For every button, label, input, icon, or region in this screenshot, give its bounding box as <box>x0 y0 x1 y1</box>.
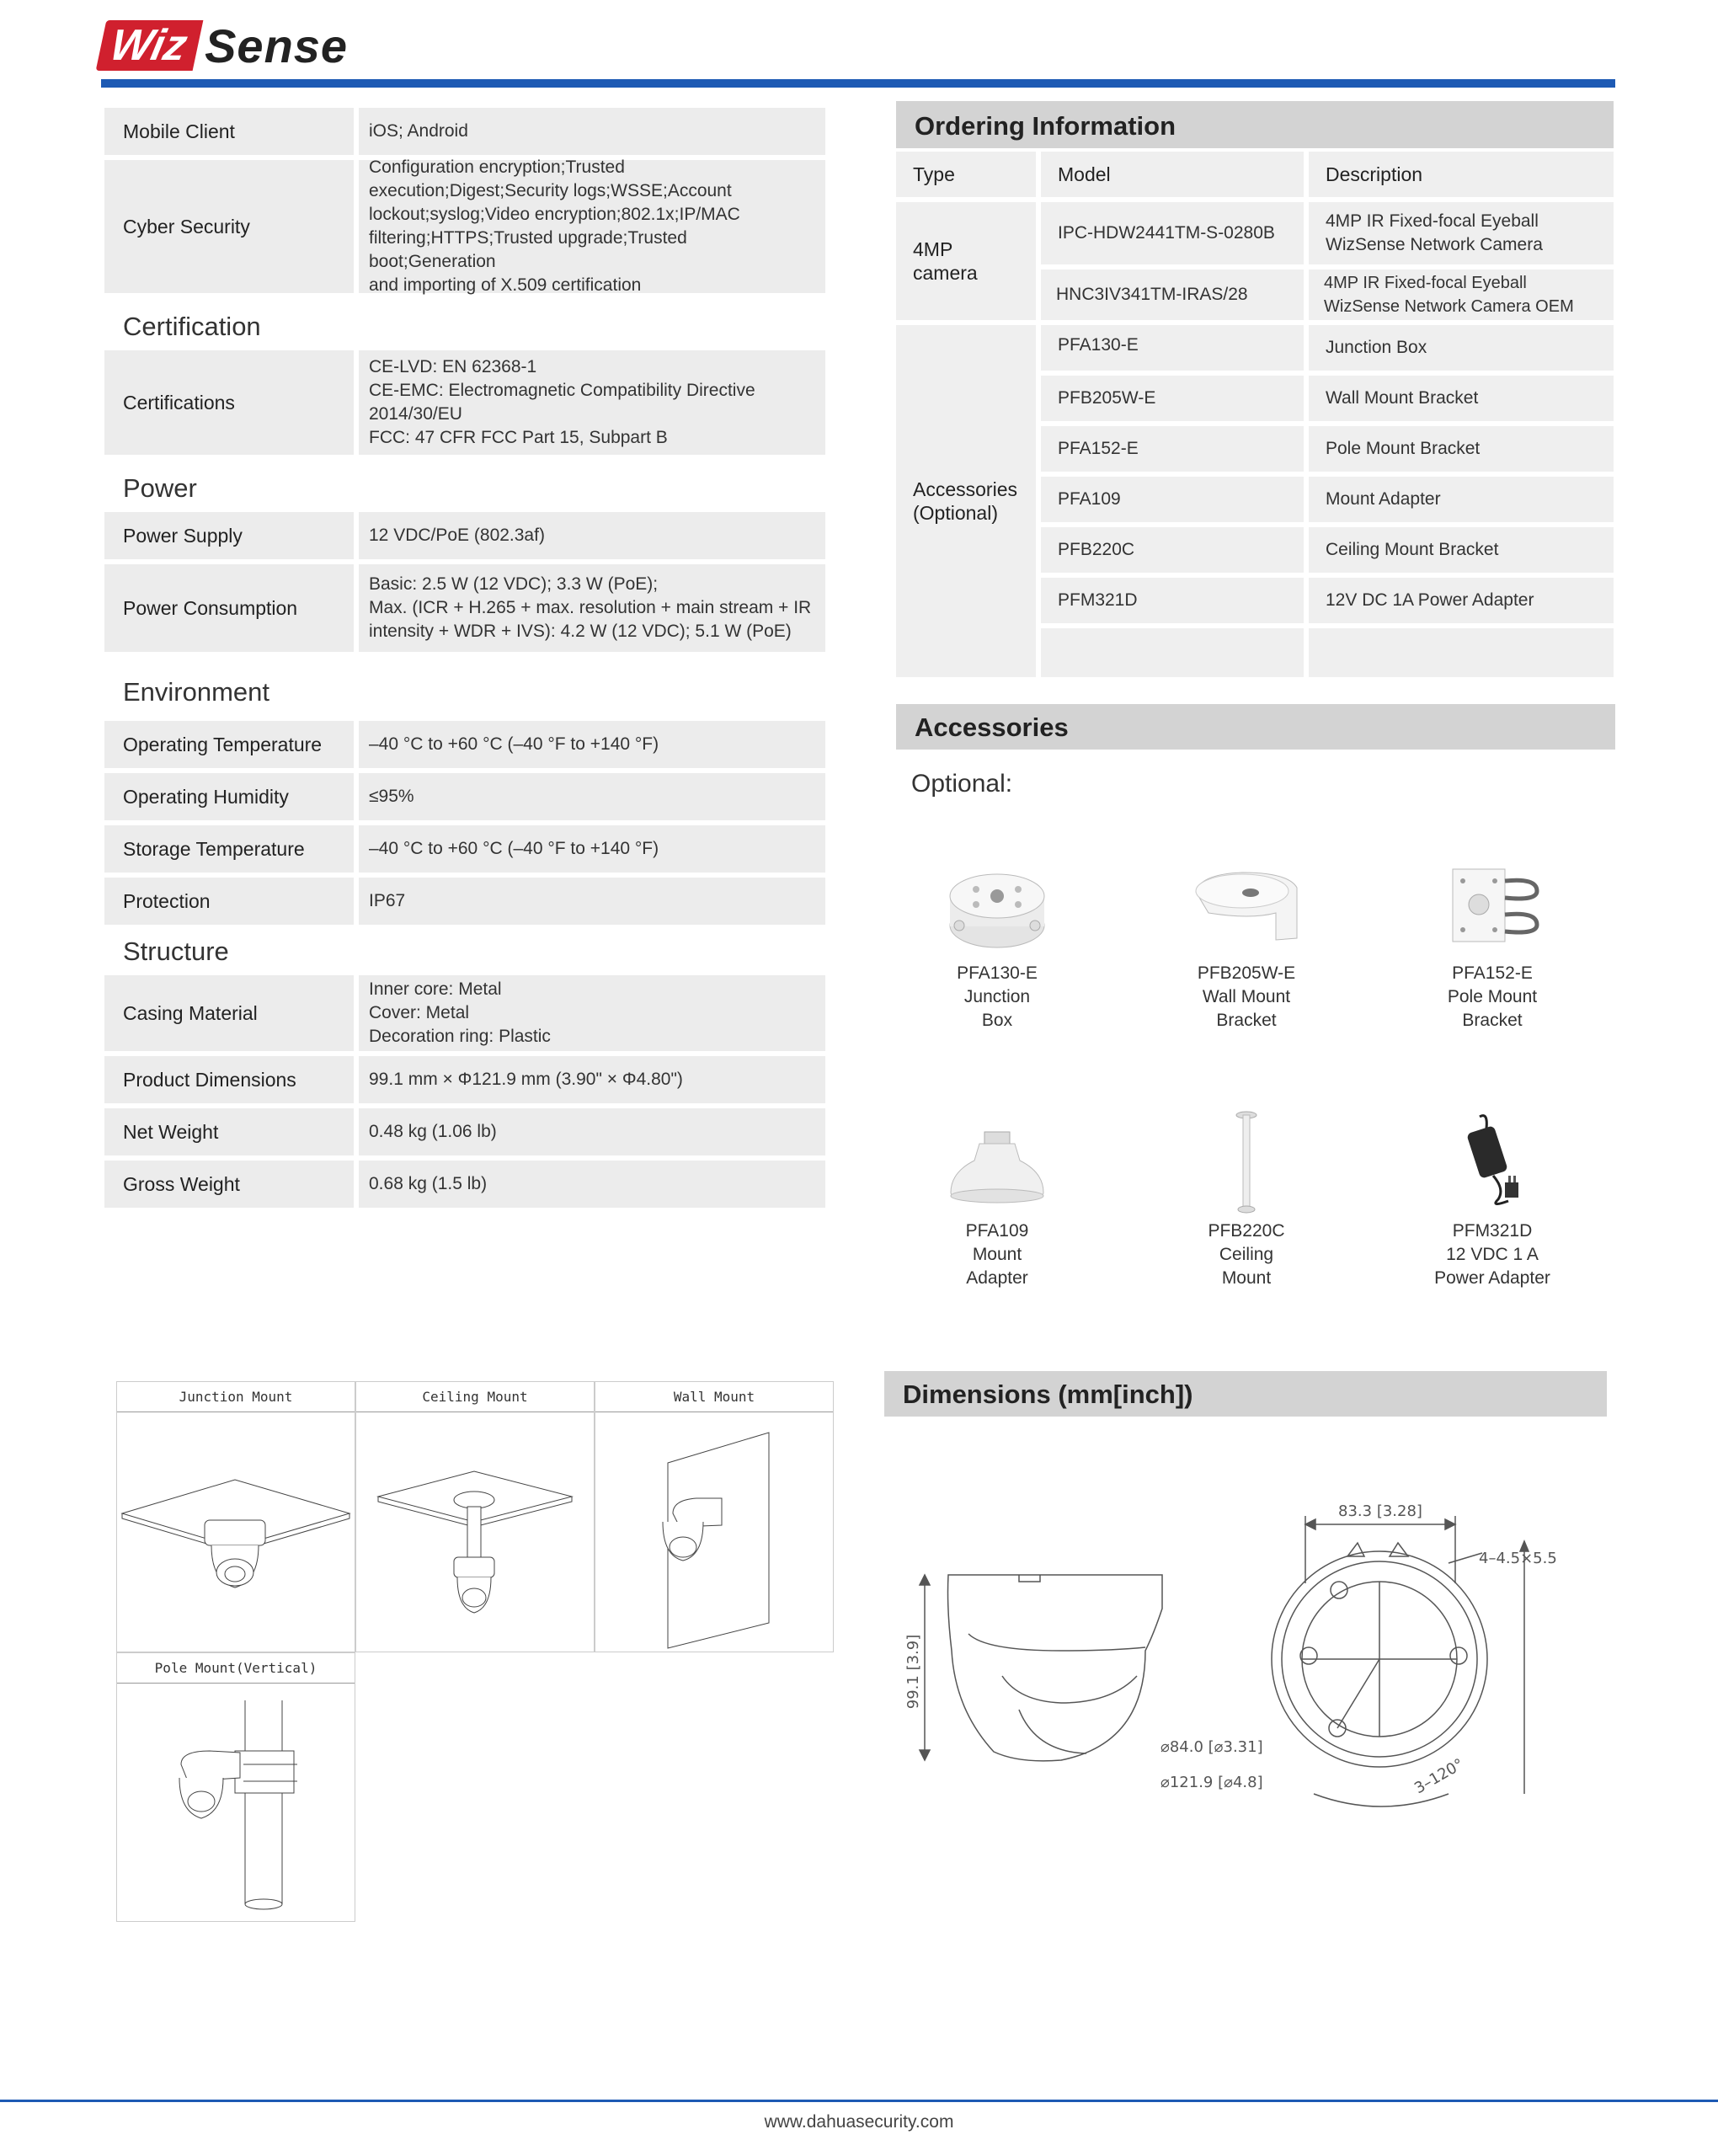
model-cell: PFA152-E <box>1041 426 1304 472</box>
empty-cell <box>1309 628 1614 677</box>
description-cell: 4MP IR Fixed-focal Eyeball WizSense Network Camera OEM <box>1309 270 1614 320</box>
junction-mount-drawing <box>117 1412 355 1650</box>
footer-url[interactable]: www.dahuasecurity.com <box>764 2112 954 2132</box>
spec-value: CE-LVD: EN 62368-1 CE-EMC: Electromagnetic Compatibility Directive 2014/30/EU FCC: 47 CFR FCC Part 15, Subpart B <box>359 350 825 455</box>
section-title-power: Power <box>123 473 197 503</box>
top-rule <box>101 79 1615 88</box>
description-cell: 12V DC 1A Power Adapter <box>1309 578 1614 623</box>
ordering-title: Ordering Information <box>896 101 1614 148</box>
description-cell: Mount Adapter <box>1309 477 1614 522</box>
accessory-name: Mount <box>972 1245 1022 1264</box>
mount-title: Junction Mount <box>117 1382 355 1412</box>
spec-row <box>104 1161 825 1208</box>
logo-sense: Sense <box>205 19 349 72</box>
logo-wiz: Wiz <box>96 20 204 71</box>
accessory-model: PFA109 <box>965 1221 1029 1241</box>
spec-row <box>104 975 825 1051</box>
diameter-inner-label: ⌀84.0 [⌀3.31] <box>1160 1738 1263 1756</box>
ceiling-mount-diagram <box>355 1381 595 1652</box>
accessory-item <box>888 1120 1107 1290</box>
accessory-model: PFB205W-E <box>1197 963 1296 983</box>
pole-mount-diagram <box>116 1652 355 1922</box>
accessory-name: Mount <box>1221 1268 1272 1288</box>
optional-label: Optional: <box>911 770 1013 798</box>
ordering-information <box>896 101 1614 716</box>
spec-value: 0.68 kg (1.5 lb) <box>359 1161 825 1208</box>
spec-row <box>104 878 825 925</box>
spec-label: Operating Temperature <box>104 721 354 768</box>
ceiling-mount-drawing <box>356 1412 594 1650</box>
accessory-name: Power Adapter <box>1434 1268 1550 1288</box>
dimensions-title: Dimensions (mm[inch]) <box>884 1371 1607 1417</box>
spec-label: Casing Material <box>104 975 354 1051</box>
spec-value: iOS; Android <box>359 108 825 155</box>
spec-label: Certifications <box>104 350 354 455</box>
spec-row <box>104 564 825 652</box>
description-cell: Pole Mount Bracket <box>1309 426 1614 472</box>
model-cell: PFM321D <box>1041 578 1304 623</box>
accessory-model: PFA130-E <box>957 963 1038 983</box>
spec-row <box>104 1056 825 1103</box>
accessory-name: Adapter <box>966 1268 1028 1288</box>
mount-title: Pole Mount(Vertical) <box>117 1653 355 1684</box>
spec-row <box>104 1108 825 1155</box>
dimensions-panel <box>884 1371 1607 1417</box>
spec-row <box>104 721 825 768</box>
spec-value: 12 VDC/PoE (802.3af) <box>359 512 825 559</box>
spec-label: Cyber Security <box>104 160 354 293</box>
pole-mount-icon <box>1438 862 1547 955</box>
description-cell: Wall Mount Bracket <box>1309 376 1614 421</box>
accessory-item <box>1137 862 1356 1033</box>
accessory-name: Bracket <box>1462 1011 1523 1030</box>
description-cell: 4MP IR Fixed-focal Eyeball WizSense Network Camera <box>1309 202 1614 264</box>
spec-label: Protection <box>104 878 354 925</box>
description-cell: Ceiling Mount Bracket <box>1309 527 1614 573</box>
accessories-title: Accessories <box>896 704 1615 750</box>
header-description: Description <box>1309 152 1614 197</box>
accessory-name: Wall Mount <box>1202 987 1291 1006</box>
accessories-panel <box>896 704 1615 750</box>
spec-value: –40 °C to +60 °C (–40 °F to +140 °F) <box>359 825 825 873</box>
spec-row <box>104 773 825 820</box>
junction-mount-diagram <box>116 1381 355 1652</box>
junction-box-icon <box>942 862 1052 955</box>
pole-mount-drawing <box>117 1684 355 1921</box>
spec-label: Gross Weight <box>104 1161 354 1208</box>
spec-label: Power Supply <box>104 512 354 559</box>
spec-label: Mobile Client <box>104 108 354 155</box>
height-dimension-label: 99.1 [3.9] <box>904 1634 922 1710</box>
wall-mount-icon <box>1183 862 1310 955</box>
section-title-certification: Certification <box>123 312 261 341</box>
model-cell: HNC3IV341TM-IRAS/28 <box>1041 270 1304 320</box>
header-type: Type <box>896 152 1036 197</box>
accessory-name: Ceiling <box>1219 1245 1274 1264</box>
holes-dimension-label: 4–4.5×5.5 <box>1479 1550 1557 1567</box>
wizsense-logo <box>101 12 348 79</box>
model-cell: IPC-HDW2441TM-S-0280B <box>1041 202 1304 264</box>
ordering-table <box>896 152 1614 716</box>
spec-table <box>104 108 825 1213</box>
accessory-model: PFA152-E <box>1452 963 1533 983</box>
angle-label: 3–120° <box>1411 1755 1467 1798</box>
spec-label: Storage Temperature <box>104 825 354 873</box>
diameter-outer-label: ⌀121.9 [⌀4.8] <box>1160 1774 1263 1791</box>
section-title-environment: Environment <box>123 677 270 707</box>
empty-cell <box>1041 628 1304 677</box>
model-cell: PFA109 <box>1041 477 1304 522</box>
model-cell: PFB220C <box>1041 527 1304 573</box>
spec-label: Power Consumption <box>104 564 354 652</box>
spec-label: Product Dimensions <box>104 1056 354 1103</box>
dimension-drawing <box>893 1482 1566 1819</box>
spec-value: 99.1 mm × Φ121.9 mm (3.90" × Φ4.80") <box>359 1056 825 1103</box>
spec-value: 0.48 kg (1.06 lb) <box>359 1108 825 1155</box>
header-model: Model <box>1041 152 1304 197</box>
accessory-item <box>1383 862 1602 1033</box>
spec-row <box>104 350 825 455</box>
wall-mount-diagram <box>595 1381 834 1652</box>
wall-mount-drawing <box>595 1412 833 1650</box>
mount-adapter-icon <box>942 1120 1052 1213</box>
model-cell: PFA130-E <box>1041 325 1304 371</box>
section-title-structure: Structure <box>123 937 229 966</box>
accessory-item <box>1383 1108 1602 1290</box>
width-dimension-label: 83.3 [3.28] <box>1338 1502 1422 1520</box>
type-accessories: Accessories (Optional) <box>896 325 1036 677</box>
mount-title: Ceiling Mount <box>356 1382 594 1412</box>
bottom-rule <box>0 2100 1718 2102</box>
spec-value: ≤95% <box>359 773 825 820</box>
accessory-name: Bracket <box>1216 1011 1277 1030</box>
mount-title: Wall Mount <box>595 1382 833 1412</box>
accessory-name: Junction <box>963 987 1031 1006</box>
accessory-item <box>888 862 1107 1033</box>
spec-value: IP67 <box>359 878 825 925</box>
spec-value: Configuration encryption;Trusted execution;Digest;Security logs;WSSE;Account lockout;syslog;Video encryption;802.1x;IP/MAC filtering;HTTPS;Trusted upgrade;Trusted boot;Generation and importing of X.509 certification <box>359 160 825 293</box>
model-cell: PFB205W-E <box>1041 376 1304 421</box>
spec-row <box>104 157 825 295</box>
spec-row <box>104 512 825 559</box>
accessory-model: PFM321D <box>1452 1221 1533 1241</box>
accessory-item <box>1137 1120 1356 1290</box>
power-adapter-icon <box>1438 1108 1547 1213</box>
accessory-name: Box <box>981 1011 1013 1030</box>
spec-value: –40 °C to +60 °C (–40 °F to +140 °F) <box>359 721 825 768</box>
type-4mp-camera: 4MP camera <box>896 202 1036 320</box>
spec-row <box>104 825 825 873</box>
spec-label: Net Weight <box>104 1108 354 1155</box>
accessory-name: 12 VDC 1 A <box>1446 1245 1539 1264</box>
spec-row <box>104 108 825 155</box>
spec-value: Inner core: Metal Cover: Metal Decoration ring: Plastic <box>359 975 825 1051</box>
spec-value: Basic: 2.5 W (12 VDC); 3.3 W (PoE); Max. (ICR + H.265 + max. resolution + main stream + IR intensity + WDR + IVS): 4.2 W (12 VDC); 5.1 W (PoE) <box>359 564 825 652</box>
ceiling-mount-icon <box>1192 1108 1301 1218</box>
accessory-model: PFB220C <box>1208 1221 1285 1241</box>
description-cell: Junction Box <box>1309 325 1614 371</box>
spec-label: Operating Humidity <box>104 773 354 820</box>
accessory-name: Pole Mount <box>1447 987 1538 1006</box>
